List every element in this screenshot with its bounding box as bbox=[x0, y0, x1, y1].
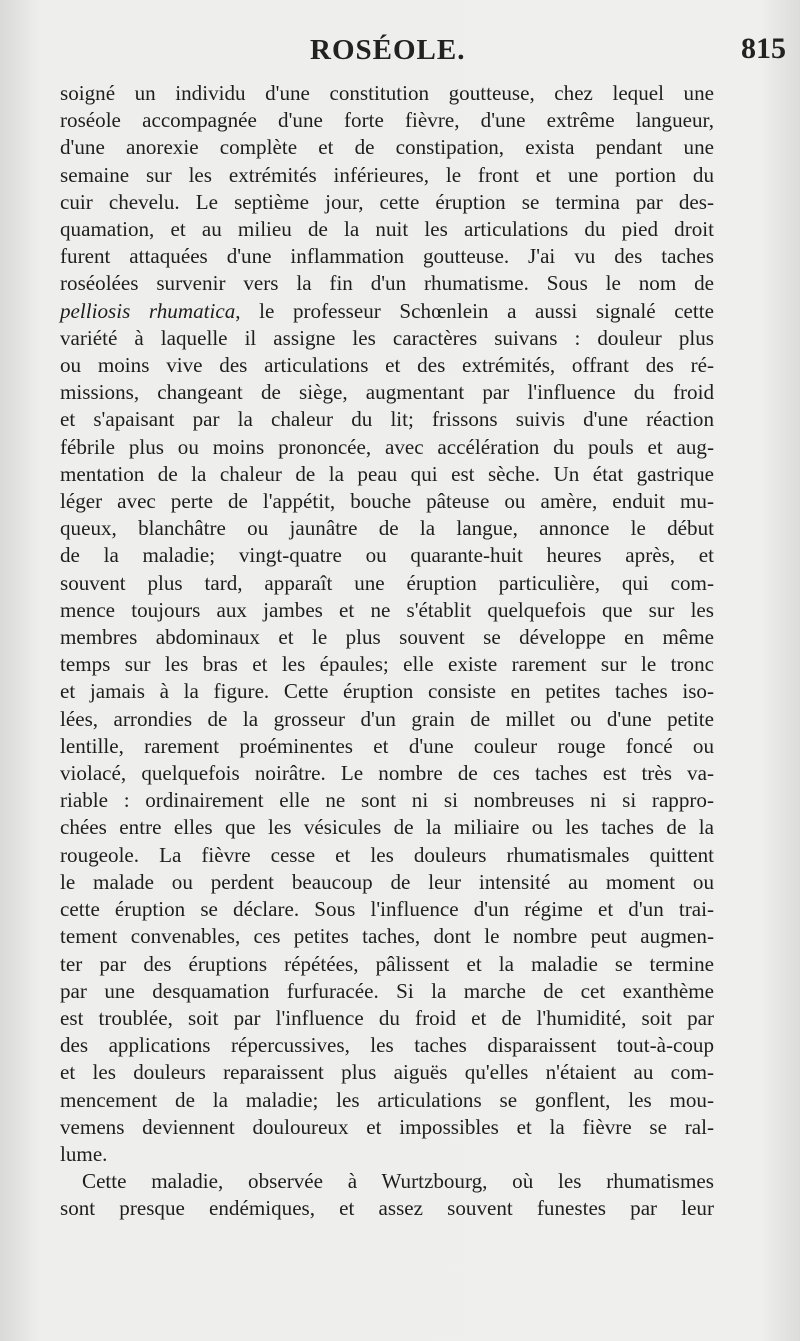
text-line: par une desquamation furfuracée. Si la marche de cet exanthème bbox=[60, 978, 714, 1003]
text-line: roséole accompagnée d'une forte fièvre, d'une extrême langueur, bbox=[60, 108, 714, 133]
text-line: de la maladie; vingt-quatre ou quarante-huit heures après, et bbox=[60, 543, 714, 568]
text-line: cuir chevelu. Le septième jour, cette éruption se termina par des- bbox=[60, 189, 714, 214]
text-line: tement convenables, ces petites taches, dont le nombre peut augmen- bbox=[60, 924, 714, 949]
text-line: ou moins vive des articulations et des extrémités, offrant des ré- bbox=[60, 353, 714, 378]
text-line: et jamais à la figure. Cette éruption consiste en petites taches iso- bbox=[60, 679, 714, 704]
text-line: missions, changeant de siège, augmentant par l'influence du froid bbox=[60, 380, 714, 405]
text-line: souvent plus tard, apparaît une éruption particulière, qui com- bbox=[60, 570, 714, 595]
text-line: fébrile plus ou moins prononcée, avec accélération du pouls et aug- bbox=[60, 434, 714, 459]
text-line: rougeole. La fièvre cesse et les douleurs rhumatismales quittent bbox=[60, 842, 714, 867]
text-line: pelliosis rhumatica, le professeur Schœnlein a aussi signalé cette bbox=[60, 298, 715, 323]
text-line: le malade ou perdent beaucoup de leur intensité au moment ou bbox=[60, 869, 714, 894]
paragraph-1 bbox=[60, 80, 714, 1168]
body-text bbox=[60, 80, 714, 1223]
text-line: lentille, rarement proéminentes et d'une couleur rouge foncé ou bbox=[60, 733, 714, 758]
text-line: est troublée, soit par l'influence du froid et de l'humidité, soit par bbox=[60, 1005, 714, 1030]
text-line: ter par des éruptions répétées, pâlissent et la maladie se termine bbox=[60, 951, 714, 976]
running-head bbox=[60, 30, 786, 80]
text-line: semaine sur les extrémités inférieures, le front et une portion du bbox=[60, 162, 714, 187]
text-line: lées, arrondies de la grosseur d'un grain de millet ou d'une petite bbox=[60, 706, 714, 731]
text-line: sont presque endémiques, et assez souvent funestes par leur bbox=[60, 1196, 714, 1221]
text-line: mencement de la maladie; les articulations se gonflent, les mou- bbox=[60, 1087, 714, 1112]
text-line: temps sur les bras et les épaules; elle existe rarement sur le tronc bbox=[60, 652, 714, 677]
text-line: léger avec perte de l'appétit, bouche pâteuse ou amère, enduit mu- bbox=[60, 489, 714, 514]
text-line: quamation, et au milieu de la nuit les articulations du pied droit bbox=[60, 217, 714, 242]
text-line: et les douleurs reparaissent plus aiguës qu'elles n'étaient au com- bbox=[60, 1060, 714, 1085]
text-line: et s'apaisant par la chaleur du lit; frissons suivis d'une réaction bbox=[60, 407, 714, 432]
text-line: vemens deviennent douloureux et impossibles et la fièvre se ral- bbox=[60, 1114, 714, 1139]
text-line: soigné un individu d'une constitution goutteuse, chez lequel une bbox=[60, 81, 714, 105]
text-line: membres abdominaux et le plus souvent se développe en même bbox=[60, 625, 714, 650]
page-number: 815 bbox=[741, 32, 786, 65]
text-line: queux, blanchâtre ou jaunâtre de la langue, annonce le début bbox=[60, 516, 714, 541]
text-line: violacé, quelquefois noirâtre. Le nombre de ces taches est très va- bbox=[60, 761, 714, 786]
text-line: roséolées survenir vers la fin d'un rhumatisme. Sous le nom de bbox=[60, 271, 714, 296]
italic-term: pelliosis rhumatica bbox=[60, 298, 236, 323]
text-line: des applications répercussives, les taches disparaissent tout-à-coup bbox=[60, 1033, 714, 1058]
paragraph-2 bbox=[60, 1168, 714, 1222]
text-line: riable : ordinairement elle ne sont ni si nombreuses ni si rappro- bbox=[60, 788, 714, 813]
text-line: Cette maladie, observée à Wurtzbourg, où les rhumatismes bbox=[82, 1169, 714, 1194]
running-head-title: ROSÉOLE. bbox=[310, 34, 466, 66]
text-line: cette éruption se déclare. Sous l'influence d'un régime et d'un trai- bbox=[60, 897, 714, 922]
text-line: mence toujours aux jambes et ne s'établit quelquefois que sur les bbox=[60, 597, 714, 622]
text-line: chées entre elles que les vésicules de la miliaire ou les taches de la bbox=[60, 815, 714, 840]
text-line: mentation de la chaleur de la peau qui est sèche. Un état gastrique bbox=[60, 461, 714, 486]
text-line: variété à laquelle il assigne les caractères suivans : douleur plus bbox=[60, 325, 714, 350]
text-line: lume. bbox=[60, 1141, 108, 1166]
text-line: furent attaquées d'une inflammation goutteuse. J'ai vu des taches bbox=[60, 244, 714, 269]
text-line: d'une anorexie complète et de constipation, exista pendant une bbox=[60, 135, 714, 160]
